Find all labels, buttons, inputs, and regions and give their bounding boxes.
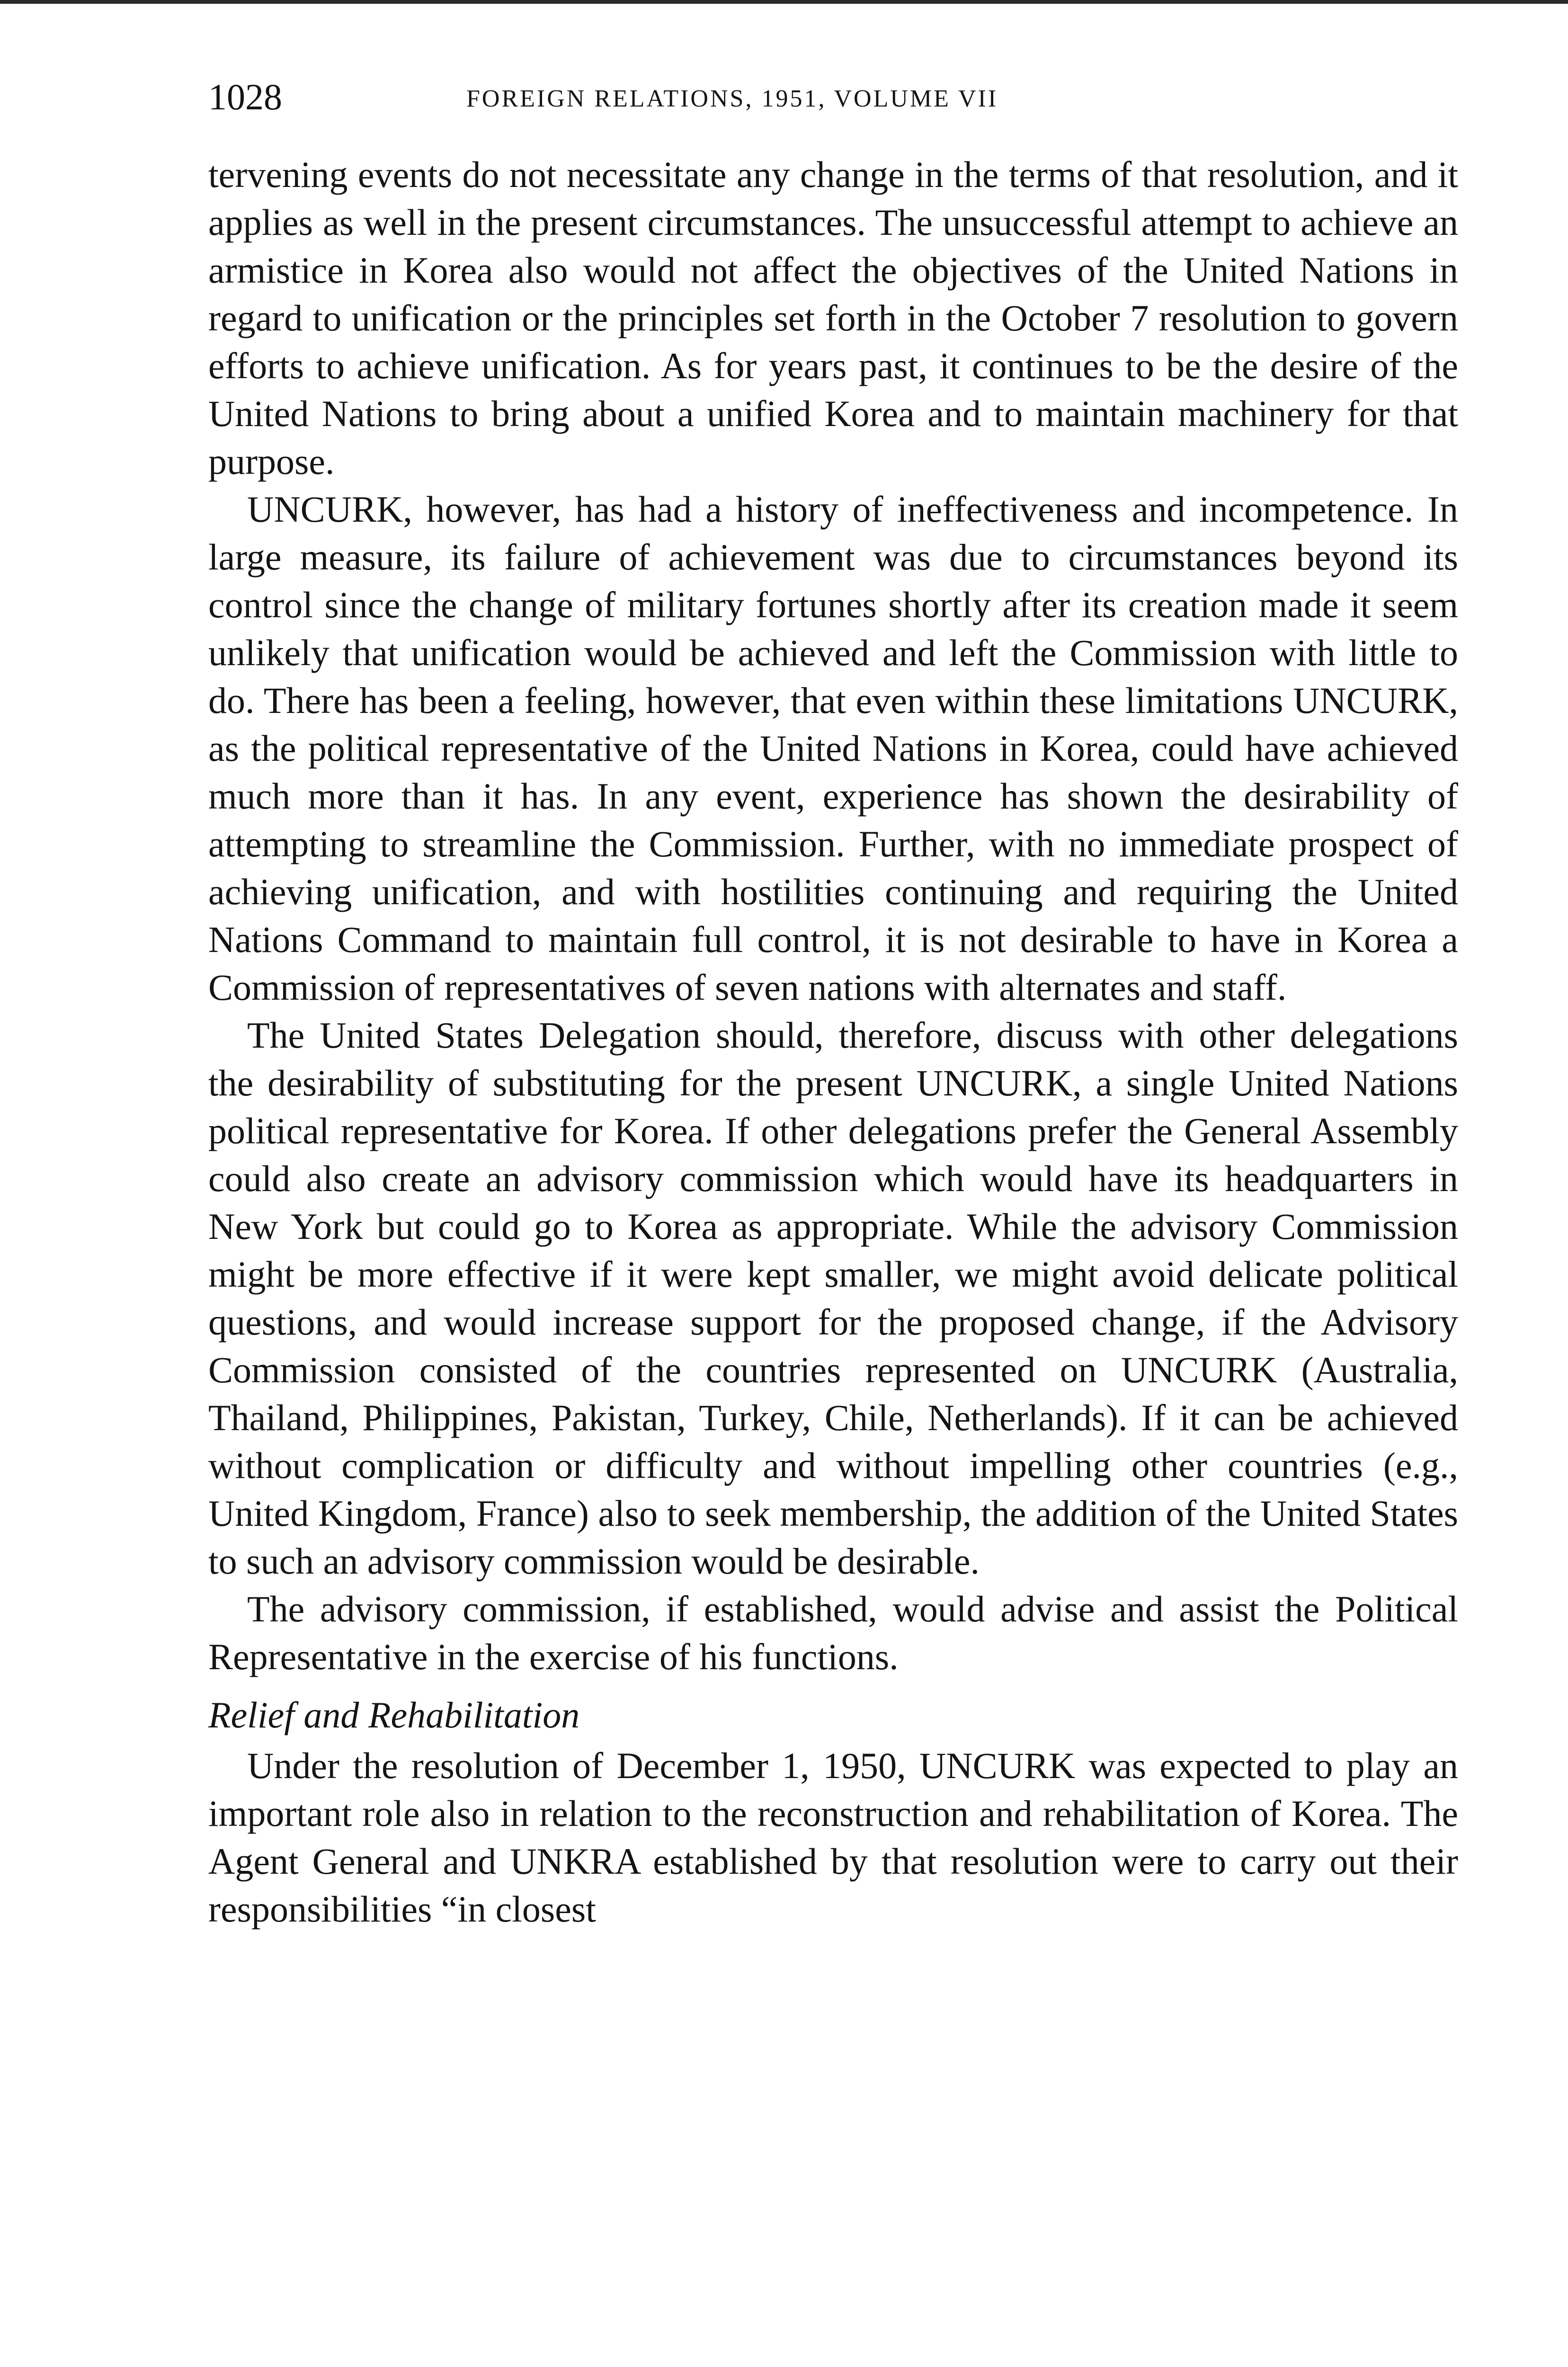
running-head: [208, 71, 1458, 133]
body-text: [208, 151, 1458, 1933]
paragraph-us-delegation: The United States Delegation should, therefore, discuss with other delegations the desirability of substituting for the present UNCURK, a single United Nations political representative for Korea. If other delegations prefer the General Assembly could also create an advisory commission which would have its headquarters in New York but could go to Korea as appropriate. While the advisory Commission might be more effective if it were kept smaller, we might avoid delicate political questions, and would increase support for the proposed change, if the Advisory Commission consisted of the countries represented on UNCURK (Australia, Thailand, Philippines, Pakistan, Turkey, Chile, Netherlands). If it can be achieved without complication or difficulty and without impelling other countries (e.g., United Kingdom, France) also to seek membership, the addition of the United States to such an advisory commission would be desirable.: [208, 1014, 1458, 1582]
section-heading-relief: Relief and Rehabilitation: [208, 1694, 580, 1735]
document-page: [208, 71, 1458, 1933]
paragraph-advisory-commission: The advisory commission, if established, would advise and assist the Political Representative in the exercise of his functions.: [208, 1588, 1458, 1677]
running-head-title: FOREIGN RELATIONS, 1951, VOLUME VII: [466, 85, 998, 112]
page-number: 1028: [208, 76, 282, 117]
paragraph-uncurk-ineffectiveness: UNCURK, however, has had a history of ineffectiveness and incompetence. In large measure, its failure of achievement was due to circumstances beyond its control since the change of military fortunes shortly after its creation made it seem unlikely that unification would be achieved and left the Commission with little to do. There has been a feeling, however, that even within these limitations UNCURK, as the political representative of the United Nations in Korea, could have achieved much more than it has. In any event, experience has shown the desirability of attempting to streamline the Commission. Further, with no immediate prospect of achieving unification, and with hostilities continuing and requiring the United Nations Command to maintain full control, it is not desirable to have in Korea a Commission of representatives of seven nations with alternates and staff.: [208, 489, 1458, 1008]
paragraph-continuation: tervening events do not necessitate any change in the terms of that resolution, and it applies as well in the present circumstances. The unsuccessful attempt to achieve an armistice in Korea also would not affect the objectives of the United Nations in regard to unification or the principles set forth in the October 7 resolution to govern efforts to achieve unification. As for years past, it continues to be the desire of the United Nations to bring about a unified Korea and to maintain machinery for that purpose.: [208, 154, 1458, 482]
paragraph-relief: Under the resolution of December 1, 1950, UNCURK was expected to play an important role also in relation to the reconstruction and rehabilitation of Korea. The Agent General and UNKRA established by that resolution were to carry out their responsibilities “in closest: [208, 1745, 1458, 1930]
top-border-rule: [0, 0, 1568, 4]
